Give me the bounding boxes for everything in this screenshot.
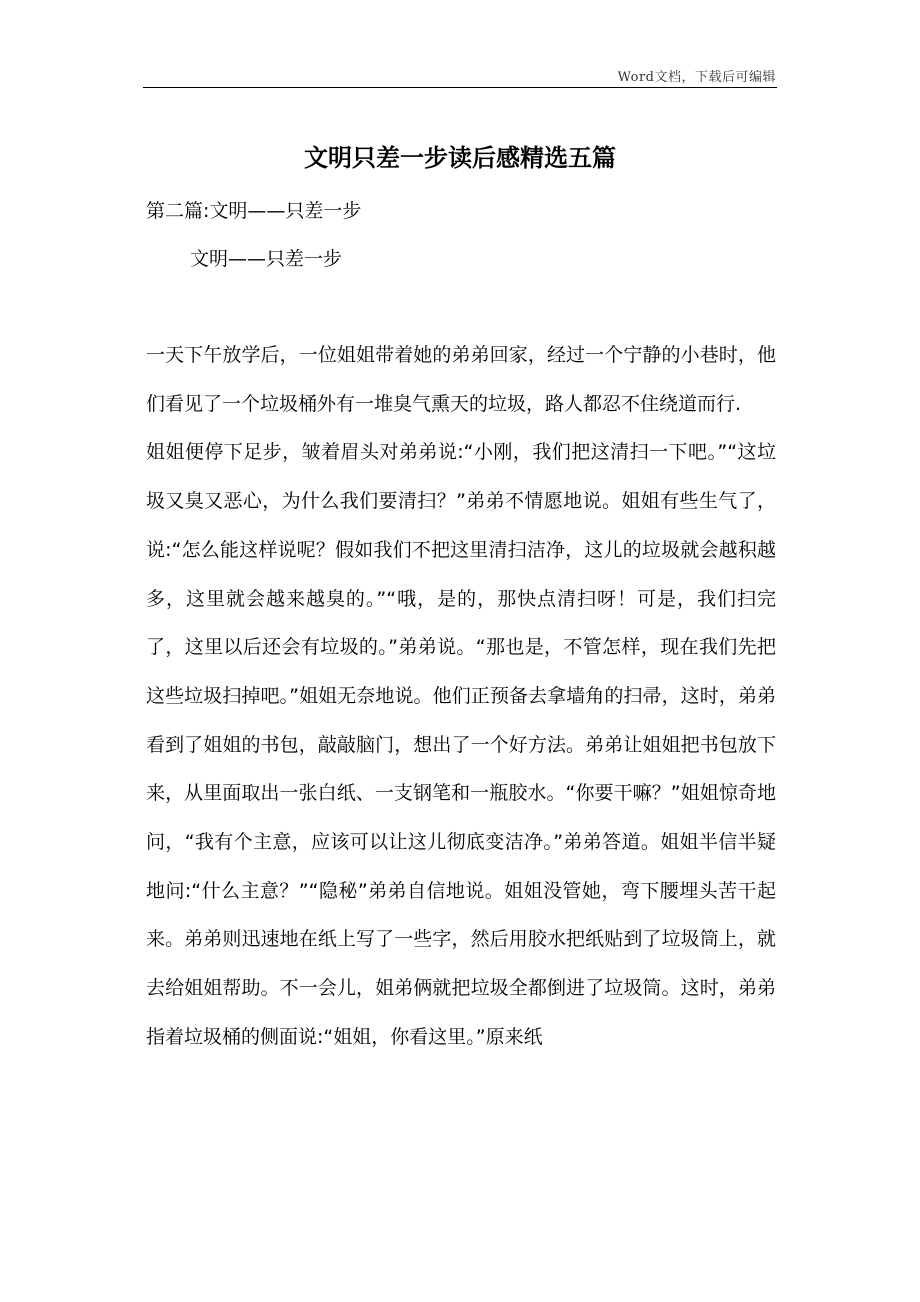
body-text bbox=[146, 331, 776, 1062]
paragraph: 一天下午放学后，一位姐姐带着她的弟弟回家，经过一个宁静的小巷时，他们看见了一个垃圾桶外有一堆臭气熏天的垃圾，路人都忍不住绕道而行. bbox=[146, 344, 776, 415]
paragraph: 姐姐便停下足步，皱着眉头对弟弟说:“小刚，我们把这清扫一下吧。”“这垃圾又臭又恶心，为什么我们要清扫？”弟弟不情愿地说。姐姐有些生气了，说:“怎么能这样说呢？假如我们不把这里清扫洁净，这儿的垃圾就会越积越多，这里就会越来越臭的。”“哦，是的，那快点清扫呀！可是，我们扫完了，这里以后还会有垃圾的。”弟弟说。“那也是，不管怎样，现在我们先把这些垃圾扫掉吧。”姐姐无奈地说。他们正预备去拿墙角的扫帚，这时，弟弟看到了姐姐的书包，敲敲脑门，想出了一个好方法。弟弟让姐姐把书包放下来，从里面取出一张白纸、一支钢笔和一瓶胶水。“你要干嘛？”姐姐惊奇地问，“我有个主意，应该可以让这儿彻底变洁净。”弟弟答道。姐姐半信半疑地问:“什么主意？”“隐秘”弟弟自信地说。姐姐没管她，弯下腰埋头苦干起来。弟弟则迅速地在纸上写了一些字，然后用胶水把纸贴到了垃圾筒上，就去给姐姐帮助。不一会儿，姐弟俩就把垃圾全都倒进了垃圾筒。这时，弟弟指着垃圾桶的侧面说:“姐姐，你看这里。”原来纸 bbox=[146, 441, 776, 1048]
header-note: Word文档，下载后可编辑 bbox=[617, 70, 776, 85]
header-divider bbox=[143, 87, 777, 88]
sub-heading: 文明——只差一步 bbox=[190, 248, 343, 270]
document-title: 文明只差一步读后感精选五篇 bbox=[304, 144, 616, 172]
section-heading: 第二篇:文明——只差一步 bbox=[146, 200, 362, 222]
